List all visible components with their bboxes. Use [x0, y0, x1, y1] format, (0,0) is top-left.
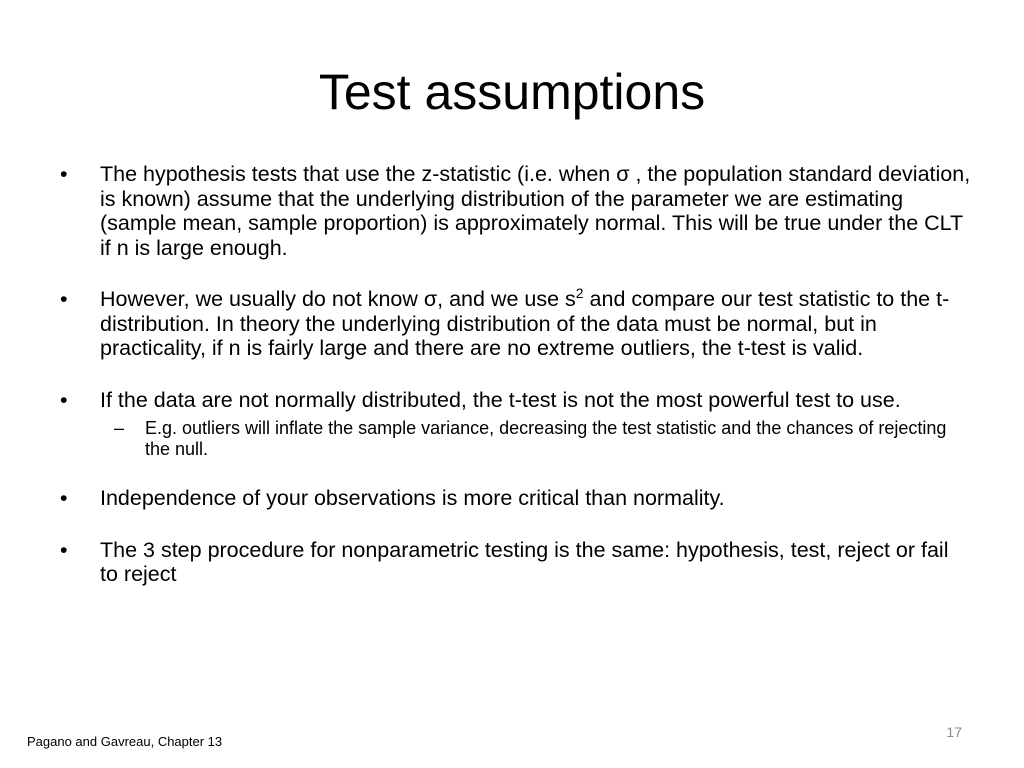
bullet-item	[60, 538, 972, 587]
bullet-item	[60, 284, 972, 361]
bullet-text: If the data are not normally distributed, the t-test is not the most powerful test to use.	[100, 387, 901, 412]
bullet-dot: •	[60, 387, 68, 412]
sub-bullet-text: E.g. outliers will inflate the sample variance, decreasing the test statistic and the chances of rejecting the null.	[145, 418, 947, 459]
bullet-dot: •	[60, 486, 68, 510]
slide-title: Test assumptions	[318, 64, 706, 120]
page-number: 17	[946, 724, 962, 740]
bullet-text: Independence of your observations is more critical than normality.	[100, 486, 725, 510]
bullet-item	[60, 162, 972, 260]
bullet-text: The hypothesis tests that use the z-statistic (i.e. when σ , the population standard deviation, is known) assume that the underlying distribution of the parameter we are estimating (sample mean, sample proportion) is approximately normal. This will be true under the CLT if n is large enough.	[100, 162, 971, 260]
bullet-item	[60, 388, 972, 460]
bullet-text-after: and compare our test statistic to the t-distribution. In theory the underlying distribution of the data must be normal, but in practicality, if n is fairly large and there are no extreme outliers, the t-test is valid.	[100, 287, 950, 360]
sub-bullet-item	[100, 418, 972, 459]
bullet-dot: •	[60, 287, 68, 311]
bullet-item	[60, 486, 972, 511]
slide-footer: Pagano and Gavreau, Chapter 13	[27, 734, 223, 749]
superscript: 2	[575, 284, 584, 301]
bullet-list	[60, 162, 972, 614]
sub-bullet-dash: –	[114, 418, 125, 438]
bullet-text-before: However, we usually do not know σ, and we use s	[100, 287, 576, 311]
bullet-text: The 3 step procedure for nonparametric testing is the same: hypothesis, test, reject or fail to reject	[100, 537, 949, 586]
bullet-dot: •	[60, 537, 68, 562]
bullet-dot: •	[60, 162, 68, 186]
